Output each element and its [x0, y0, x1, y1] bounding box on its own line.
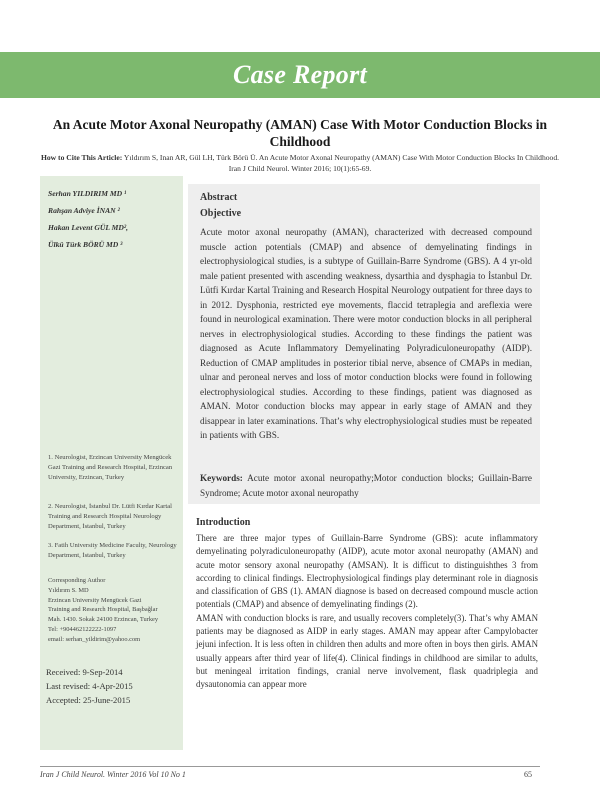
- introduction-heading: Introduction: [196, 517, 251, 528]
- date-accepted: Accepted: 25-June-2015: [46, 694, 131, 705]
- introduction-paragraph: There are three major types of Guillain-Barre Syndrome (GBS): acute inflammatory demyelinating polyradiculoneuropathy (AIDP), acute motor axonal neuropathy (AMAN) and acute motor sensory axonal neuropathy (AMSAN). It is difficut to distinguishthes 3 from according to clinical findings. Electrophysiological findings play determinant role in diagnosis and classification of GBS (1). AMAN diagnose is based on decreased compound muscle action potentials (CMAP) and absence of demyelinating findings (2).: [196, 533, 538, 610]
- article-title: An Acute Motor Axonal Neuropathy (AMAN) Case With Motor Conduction Blocks in Childhood: [52, 117, 548, 149]
- corresponding-line: Yıldırım S. MD: [48, 586, 89, 594]
- how-to-cite: [40, 152, 560, 174]
- corresponding-author: [48, 576, 180, 645]
- objective-heading: Objective: [200, 208, 242, 219]
- author-4: Ülkü Türk BÖRÜ MD ³: [48, 240, 123, 249]
- corresponding-line: Erzincan University Mengücek Gazi: [48, 596, 142, 604]
- footer-journal: Iran J Child Neurol. Winter 2016 Vol 10 No 1: [40, 770, 186, 779]
- how-to-cite-label: How to Cite This Article:: [40, 153, 123, 162]
- footer-divider: [40, 766, 540, 767]
- page-number: 65: [524, 770, 532, 779]
- date-revised: Last revised: 4-Apr-2015: [46, 680, 133, 691]
- corresponding-line: Training and Research Hospital, Başbağlar: [48, 606, 158, 614]
- introduction-body: [196, 532, 538, 692]
- date-received: Received: 9-Sep-2014: [46, 667, 123, 677]
- introduction-paragraph: AMAN with conduction blocks is rare, and usually recovers completely(3). That’s why AMAN patients may be diagnosed as AIDP in early stages. AMAN may appear after Campylobacter jejuni infection. It is less often in children then adults and more often in boys then girls. AMAN usually appears after third year of life(4). Clinical findings in childhood are similar to adults, but meningeal irritation findings, cranial nerve involvement, flask quadriplegia and dysautonomia can appear more: [196, 612, 538, 690]
- affiliation-3: 3. Fatih University Medicine Faculty, Neurology Department, İstanbul, Turkey: [48, 542, 177, 560]
- abstract-heading: Abstract: [200, 192, 238, 203]
- corresponding-label: Corresponding Author: [48, 577, 106, 584]
- header-banner: [0, 52, 600, 98]
- corresponding-line: Mah. 1430. Sokak 24100 Erzincan, Turkey: [48, 616, 159, 624]
- sidebar: [40, 176, 183, 750]
- corresponding-email: email: serhan_yildirim@yahoo.com: [48, 635, 141, 643]
- article-dates: [46, 666, 180, 707]
- affiliation-2: 2. Neurologist, İstanbul Dr. Lütfi Kırdar Kartal Training and Research Hospital Neurology Department, İstanbul, Turkey: [48, 503, 172, 531]
- keywords-label: Keywords:: [200, 473, 243, 483]
- banner-title: Case Report: [232, 60, 368, 89]
- keywords: [200, 471, 532, 500]
- keywords-text: Acute motor axonal neuropathy;Motor conduction blocks; Guillain-Barre Syndrome; Acute motor axonal neuropathy: [200, 473, 532, 498]
- how-to-cite-text: Yıldırım S, Inan AR, Gül LH, Türk Börü Ü. An Acute Motor Axonal Neuropathy (AMAN) Case With Motor Conduction Blocks In Childhood. Iran J Child Neurol. Winter 2016; 10(1):65-69.: [123, 153, 560, 173]
- author-2: Rahşan Adviye İNAN ²: [48, 206, 120, 215]
- author-1: Serhan YILDIRIM MD ¹: [48, 189, 127, 198]
- abstract-box: [188, 184, 540, 504]
- author-3: Hakan Levent GÜL MD²,: [48, 223, 129, 232]
- affiliation-1: 1. Neurologist, Erzincan University Mengücek Gazi Training and Research Hospital, Erzincan University, Erzincan, Turkey: [48, 454, 173, 482]
- corresponding-line: Tel: +904462122222-1097: [48, 625, 117, 633]
- abstract-text: Acute motor axonal neuropathy (AMAN), characterized with decreased compound muscle action potentials (CMAP) and absence of demyelinating findings in electrophysiological studies, is a subtype of Guillain-Barre Syndrome (GBS). A 4 yr-old male patient presented with ascending weakness, dysarthia and dysphagia to İstanbul Dr. Lütfi Kırdar Kartal Training and Research Hospital Neurology outpatient for three days to in 2012. Dysphonia, restricted eye movements, flaccid tetraplegia and areflexia were found in neurological examination. There were motor conduction blocks in all peripheral nerves in electrophysiological studies. According to these findings the patient was diagnosed as Acute Inflammatory Demyelinating Polyradiculoneuropathy (AIDP). Reduction of CMAP amplitudes in posterior tibial nerve, absence of CMAPs in median, ulnar and peroneal nerves and loss of motor conduction blocks were found in following electrophysiological studies. According to these findings, patient was diagnosed as AMAN. Motor conduction blocks may appear in early stage of AMAN and they disappear in later examinations. That’s why electrophysiological studies must be repeated in patients with GBS.: [200, 227, 532, 440]
